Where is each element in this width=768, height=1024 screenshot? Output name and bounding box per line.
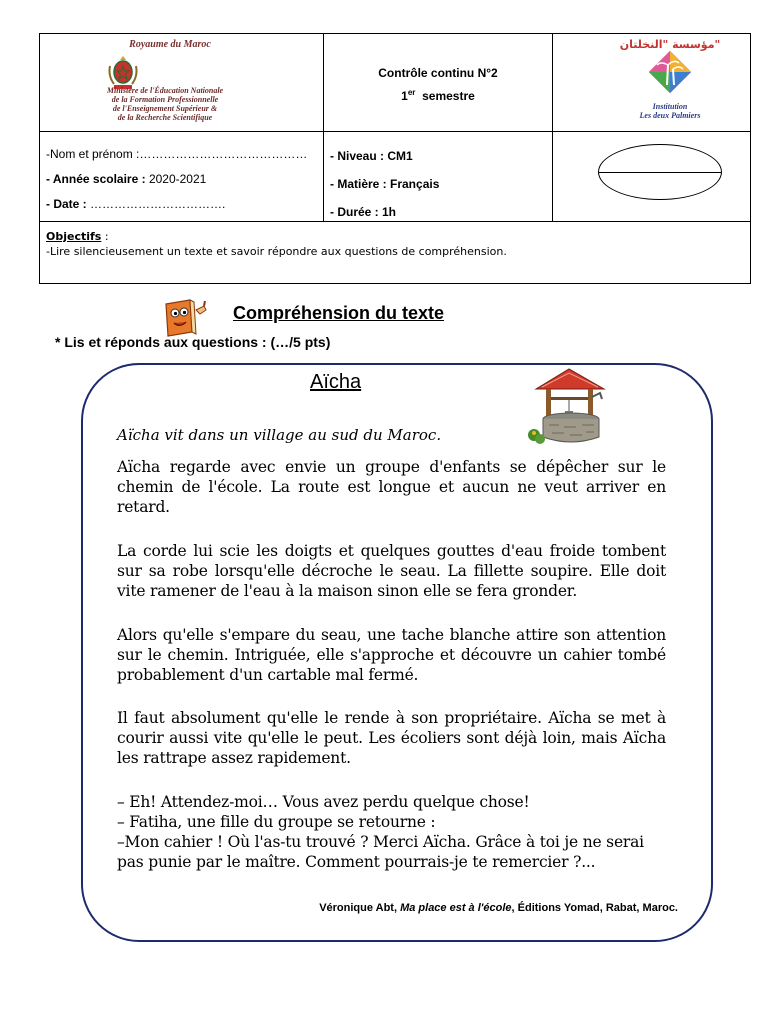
story-title: Aïcha xyxy=(310,371,362,393)
section-title: Compréhension du texte xyxy=(233,303,445,323)
institution-logo xyxy=(600,38,740,120)
objectives xyxy=(46,229,507,259)
header-row xyxy=(40,34,750,132)
dialogue-line: – Fatiha, une fille du groupe se retourne : xyxy=(117,813,436,831)
source-book: Ma place est à l'école xyxy=(400,902,512,914)
ministry-logo xyxy=(70,40,270,53)
semester-label: semestre xyxy=(422,89,475,103)
grade-oval[interactable] xyxy=(598,144,722,200)
institution-name xyxy=(600,102,740,120)
source-citation xyxy=(319,902,678,914)
date-value: ……………………………. xyxy=(90,197,226,211)
year-value: 2020-2021 xyxy=(148,172,207,186)
date-label: - Date : xyxy=(46,197,87,211)
well-icon xyxy=(524,367,614,445)
ministry-line: de la Recherche Scientifique xyxy=(117,113,213,122)
story-paragraph: La corde lui scie les doigts et quelques gouttes d'eau froide tombent sur sa robe lorsqu'elle décroche le seau. La fillette soupire. Elle doit vite ramener de l'eau à la maison sinon elle se fera gronder. xyxy=(117,542,666,600)
info-row xyxy=(40,132,750,222)
header-table xyxy=(39,33,751,284)
dialogue-line: –Mon cahier ! Où l'as-tu trouvé ? Merci Aïcha. Grâce à toi je ne serai pas punie par le maître. Comment pourrais-je te remercier ?... xyxy=(117,833,644,871)
level-label: - Niveau : CM1 xyxy=(330,149,413,163)
ministry-name xyxy=(85,86,245,122)
date-field[interactable] xyxy=(46,192,307,217)
name-label: -Nom et prénom : xyxy=(46,147,140,161)
divider xyxy=(552,34,553,131)
exam-title xyxy=(324,64,552,106)
grade-divider xyxy=(599,172,721,173)
divider xyxy=(323,132,324,221)
institution-arabic-name: مؤسسة "النخلتان" xyxy=(619,38,721,51)
dialogue-line: – Eh! Attendez-moi… Vous avez perdu quelque chose! xyxy=(117,793,530,811)
instruction: * Lis et réponds aux questions : (…/5 pts) xyxy=(55,334,331,350)
objectives-label: Objectifs xyxy=(46,230,102,243)
palm-logo-icon xyxy=(641,51,699,95)
story-paragraph: Aïcha regarde avec envie un groupe d'enfants se dépêcher sur le chemin de l'école. La route est longue et aucun ne veut arriver en retard. xyxy=(117,458,666,516)
objectives-colon: : xyxy=(101,230,109,243)
duration-label: - Durée : 1h xyxy=(330,205,397,219)
divider xyxy=(552,132,553,221)
source-author: Véronique Abt, xyxy=(319,902,398,914)
story-intro: Aïcha vit dans un village au sud du Maroc. xyxy=(117,426,442,444)
objectives-text: -Lire silencieusement un texte et savoir répondre aux questions de compréhension. xyxy=(46,245,507,258)
story-paragraph: Alors qu'elle s'empare du seau, une tache blanche attire son attention sur le chemin. Intriguée, elle s'approche et découvre un cahier tombé probablement d'un cartable mal fermé. xyxy=(117,626,666,684)
story-paragraph: Il faut absolument qu'elle le rende à son propriétaire. Aïcha se met à courir aussi vite qu'elle le peut. Les écoliers sont déjà loin, mais Aïcha les rattrape assez rapidement. xyxy=(117,709,666,767)
exam-title-line: Contrôle continu N°2 xyxy=(378,66,498,80)
semester-line xyxy=(324,83,552,106)
kingdom-label: Royaume du Maroc xyxy=(129,39,211,50)
objectives-row xyxy=(40,222,750,285)
name-field[interactable] xyxy=(46,142,307,167)
book-mascot-icon xyxy=(160,296,212,338)
institution-line: Institution xyxy=(652,102,688,111)
name-value: …………………………………… xyxy=(139,147,308,161)
year-field xyxy=(46,167,307,192)
institution-line: Les deux Palmiers xyxy=(639,111,701,120)
ministry-line: Ministère de l'Éducation Nationale xyxy=(106,86,224,95)
ministry-line: de l'Enseignement Supérieur & xyxy=(112,104,218,113)
semester-number: 1 xyxy=(401,89,408,103)
semester-ordinal-suffix: er xyxy=(407,88,416,97)
subject-label: - Matière : Français xyxy=(330,177,440,191)
year-label: - Année scolaire : xyxy=(46,172,146,186)
ministry-line: de la Formation Professionnelle xyxy=(111,95,219,104)
course-info xyxy=(330,142,439,226)
source-publisher: , Éditions Yomad, Rabat, Maroc. xyxy=(511,902,678,914)
student-info xyxy=(46,142,307,217)
